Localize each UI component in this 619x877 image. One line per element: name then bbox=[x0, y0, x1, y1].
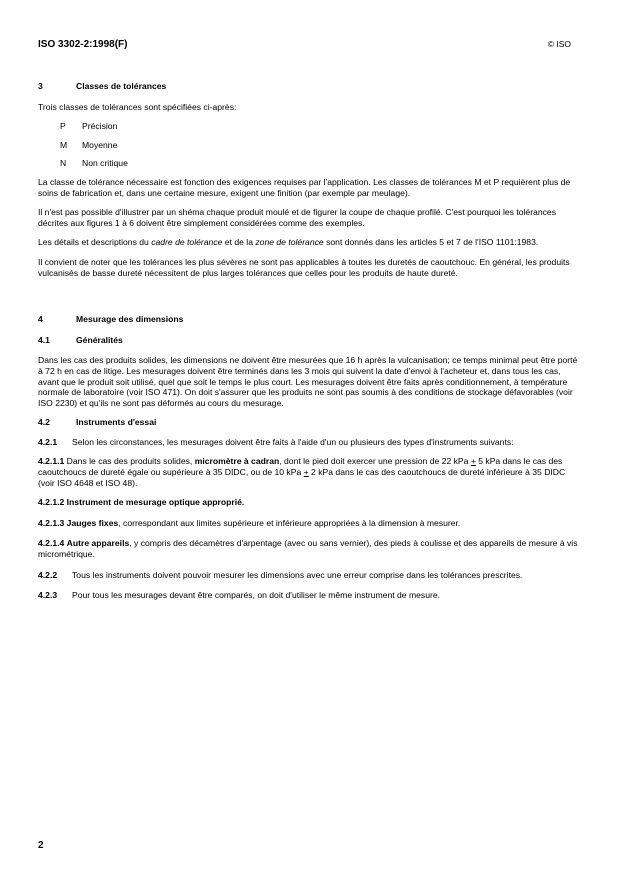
section-3-heading bbox=[38, 81, 581, 92]
section-title: Mesurage des dimensions bbox=[76, 314, 184, 325]
tolerance-class-list bbox=[38, 121, 581, 169]
paragraph: Il convient de noter que les tolérances les plus sévères ne sont pas applicables à toutes les duretés de caoutchouc. En général, les produits vulcanisés de basse dureté nécessitent de plus larges tolérances que celles pour les produits de haute dureté. bbox=[38, 256, 570, 278]
class-code: P bbox=[60, 121, 66, 132]
document-id: ISO 3302-2:1998(F) bbox=[38, 39, 128, 50]
paragraph: Les détails et descriptions du cadre de tolérance et de la zone de tolérance sont donnés dans les articles 5 et 7 de l'ISO 1101:1983. bbox=[38, 237, 539, 248]
subsection-number: 4.1 bbox=[38, 334, 50, 345]
class-label: Moyenne bbox=[82, 139, 118, 150]
section-number: 4 bbox=[38, 314, 43, 325]
paragraph: Dans les cas des produits solides, les dimensions ne doivent être mesurées que 16 h après la vulcanisation; ce temps minimal peut être porté à 72 h en cas de litige. Les mesurages doivent être terminés dans les 3 mois qui suivent la date d'envoi à l'acheteur et, dans tous les cas, avant que le produit soit utilisé, quel que soit le temps le plus court. Les mesurages doivent être faits après conditionnement, à température normale de laboratoire (voir ISO 471). On doit s'assurer que les produits ne sont pas soumis à des conditions de stockage défavorables (voir ISO 2230) et qu'ils ne sont pas déformés au cours du mesurage. bbox=[38, 355, 578, 408]
section-number: 3 bbox=[38, 81, 43, 91]
section-3-intro: Trois classes de tolérances sont spécifiées ci-après: bbox=[38, 101, 237, 112]
paragraph: Il n'est pas possible d'illustrer par un shéma chaque produit moulé et de figurer la coupe de chaque profilé. C'est pourquoi les tolérances décrites aux figures 1 à 6 doivent être simplement considérées comme des exemples. bbox=[38, 207, 556, 228]
clause-4-2-1-2: 4.2.1.2 Instrument de mesurage optique approprié. bbox=[38, 497, 245, 508]
subsection-title: Instruments d'essai bbox=[76, 417, 157, 428]
clause-4-2-1-3: 4.2.1.3 Jauges fixes, correspondant aux limites supérieure et inférieure appropriées à la dimension à mesurer. bbox=[38, 517, 461, 528]
class-code: M bbox=[60, 139, 68, 150]
section-4-heading bbox=[38, 314, 581, 325]
list-item bbox=[38, 140, 581, 151]
document-body bbox=[38, 81, 581, 601]
clause-4-2-1: 4.2.1 Selon les circonstances, les mesurages doivent être faits à l'aide d'un ou plusieurs des types d'instruments suivants: bbox=[38, 436, 514, 447]
list-item bbox=[38, 158, 581, 169]
class-label: Précision bbox=[82, 121, 118, 132]
clause-4-2-3: 4.2.3 Pour tous les mesurages devant être comparés, on doit d'utiliser le même instrument de mesure. bbox=[38, 590, 441, 601]
subsection-4-2-heading bbox=[38, 417, 581, 428]
paragraph: La classe de tolérance nécessaire est fonction des exigences requises par l'application. Les classes de tolérances M et P requièrent plus de soins de fabrication et, dans une certaine mesure, exigent une finition (par exemple par meulage). bbox=[38, 176, 571, 198]
class-code: N bbox=[60, 158, 67, 169]
clause-4-2-1-4: 4.2.1.4 Autre appareils, y compris des décamètres d'arpentage (avec ou sans vernier), des pieds à coulisse et des appareils de mesure à vis micrométrique. bbox=[38, 538, 578, 560]
clause-4-2-1-1: 4.2.1.1 Dans le cas des produits solides, micromètre à cadran, dont le pied doit exercer une pression de 22 kPa + 5 kPa dans le cas des caoutchoucs de dureté égale ou supérieure à 35 DIDC, ou de 10 kPa + 2 kPa dans le cas des caoutchoucs de dureté inférieure à 35 DIDC (voir ISO 4648 et ISO 48). bbox=[38, 456, 566, 488]
copyright-notice: © ISO bbox=[547, 39, 571, 49]
subsection-4-1-heading bbox=[38, 335, 581, 346]
section-title: Classes de tolérances bbox=[76, 81, 167, 91]
page-number: 2 bbox=[38, 840, 44, 851]
subsection-title: Généralités bbox=[76, 334, 123, 345]
clause-4-2-2: 4.2.2 Tous les instruments doivent pouvoir mesurer les dimensions avec une erreur comprise dans les tolérances prescrites. bbox=[38, 569, 523, 580]
list-item bbox=[38, 121, 581, 132]
class-label: Non critique bbox=[82, 158, 128, 169]
subsection-number: 4.2 bbox=[38, 417, 50, 428]
